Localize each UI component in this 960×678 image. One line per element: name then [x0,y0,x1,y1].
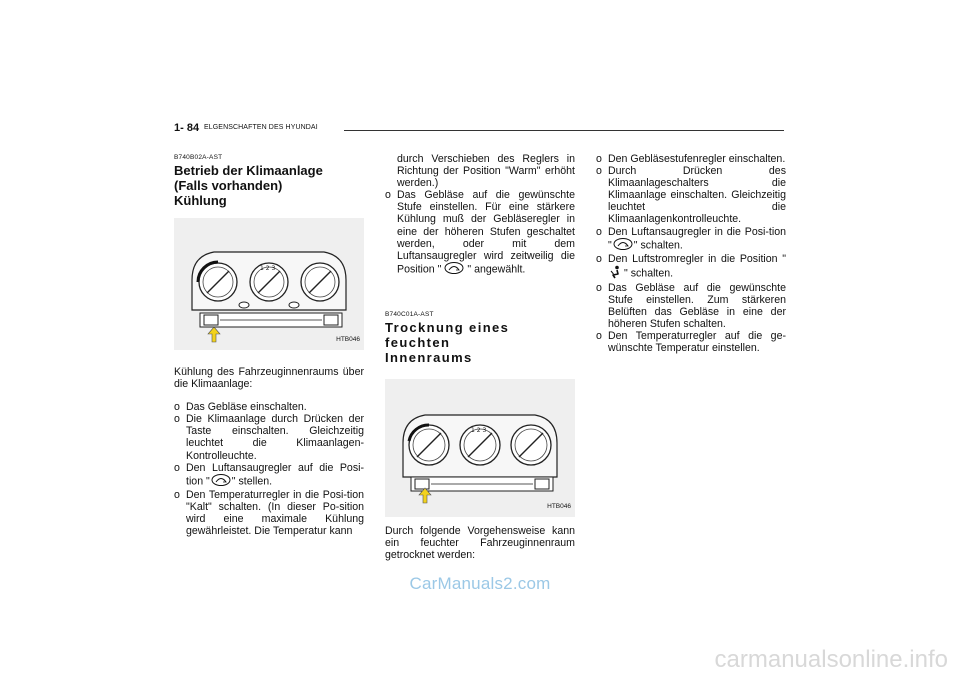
list-item: o Den Temperaturregler in die Posi-tion "Kalt" schalten. (In dieser Po-sition wird eine maximale Kühlung gewährleistet. Die Temperatur kann [174,488,364,538]
section-heading [174,163,364,208]
heading-line: Kühlung [174,193,227,208]
list-item: o Das Gebläse auf die gewünschte Stufe einstellen. Zum stärkeren Belüften das Gebläse in eine der höheren Stufen schalten. [596,281,786,331]
section-code: B740B02A-AST [174,154,223,161]
list-item: o Den Gebläsestufenregler einschalten. [596,153,786,165]
climate-control-figure [385,379,575,517]
section-heading [385,320,575,365]
svg-text:1 2 3: 1 2 3 [260,265,276,272]
outro-text: Durch folgende Vorgehensweise kann ein feuchter Fahrzeuginnenraum getrocknet werden: [385,524,575,562]
list-item-continuation: durch Verschieben des Reglers in Richtung der Position "Warm" erhöht werden.) [397,153,575,190]
list-item: o Den Luftansaugregler auf die Posi-tion " " stellen. [174,461,364,488]
recirculation-icon [613,238,633,253]
header-rule [344,130,784,131]
figure-label: HTB046 [336,335,360,343]
climate-control-panel-illustration [174,218,364,350]
recirculation-icon [211,474,231,489]
instruction-list [385,153,575,277]
figure-label: HTB046 [547,502,571,510]
page-header [174,122,784,138]
list-item: o Den Luftansaugregler in die Posi-tion " " schalten. [596,225,786,251]
recirculation-icon [442,262,466,277]
list-item: o Das Gebläse einschalten. [174,401,307,414]
page-number: 1- 84 [174,122,200,134]
instruction-list [174,401,364,537]
intro-text: Kühlung des Fahrzeuginnenraums über die Klimaanlage: [174,366,364,391]
floor-vent-icon [609,265,623,282]
climate-control-panel-illustration [385,379,575,517]
watermark-carmanualsonline: carmanualsonline.info [714,646,948,673]
section-code: B740C01A-AST [385,310,434,318]
column-1 [174,154,364,537]
svg-text:1 2 3: 1 2 3 [471,426,487,434]
heading-line: Trocknung eines feuchten [385,319,510,350]
list-item: o Durch Drücken des Klimaanlageschalters die Klimaanlage einschalten. Gleichzeitig leuchtet die Klimaanlagenkontrolleuchte. [596,165,786,226]
list-item: o Den Luftstromregler in die Position "" schalten. [596,253,786,282]
column-3 [596,153,786,355]
watermark-carmanuals2: CarManuals2.com [409,574,551,593]
heading-line: Innenraums [385,349,473,365]
instruction-list [596,153,786,355]
climate-control-figure [174,218,364,350]
section-title: ELGENSCHAFTEN DES HYUNDAI [204,124,318,131]
column-2 [385,153,575,561]
heading-line: Betrieb der Klimaanlage [174,163,323,178]
list-item: o Den Temperaturregler auf die ge-wünschte Temperatur einstellen. [596,330,786,355]
list-item: o Das Gebläse auf die gewünschte Stufe einstellen. Für eine stärkere Kühlung muß der Gebläseregler in eine der höheren Stufen geschaltet werden, oder mit dem Luftansaugregler wird zeitweilig die Position " " angewählt. [385,189,575,276]
heading-line: (Falls vorhanden) [174,178,283,193]
list-item: o Die Klimaanlage durch Drücken der Taste einschalten. Gleichzeitig leuchtet die Klimaanlagen-Kontrolleuchte. [174,413,364,462]
